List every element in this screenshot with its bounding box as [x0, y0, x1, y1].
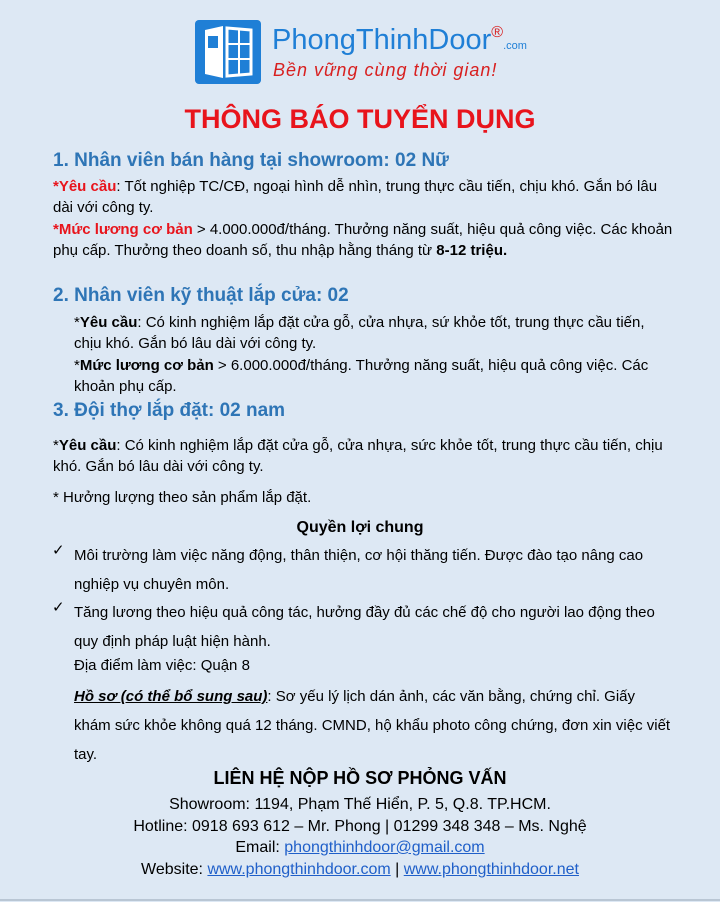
section3-requirement: *Yêu cầu: Có kinh nghiệm lắp đặt cửa gỗ, cửa nhựa, sức khỏe tốt, trung thực cầu tiến, chịu khó. Gắn bó lâu dài với công ty. [53, 437, 663, 475]
benefit-item: Tăng lương theo hiệu quả công tác, hưởng đầy đủ các chế độ cho người lao động theo quy định pháp luật hiện hành. [74, 604, 655, 650]
bottom-divider [0, 899, 720, 901]
section2-salary: *Mức lương cơ bản > 6.000.000đ/tháng. Thưởng năng suất, hiệu quả công việc. Các khoản phụ cấp. [74, 357, 649, 395]
application-documents: Hồ sơ (có thể bổ sung sau): Sơ yếu lý lịch dán ảnh, các văn bằng, chứng chỉ. Giấy khám sức khỏe không quá 12 tháng. CMND, hộ khẩu photo công chứng, đơn xin việc viết tay. [74, 688, 671, 763]
benefit-item: Môi trường làm việc năng động, thân thiện, cơ hội thăng tiến. Được đào tạo nâng cao nghiệp vụ chuyên môn. [74, 547, 644, 593]
brand-name: PhongThinhDoor®.com [272, 24, 527, 56]
showroom-address: Showroom: 1194, Phạm Thế Hiển, P. 5, Q.8. TP.HCM. [169, 796, 551, 813]
email-link[interactable]: phongthinhdoor@gmail.com [284, 839, 485, 856]
section2-requirement: *Yêu cầu: Có kinh nghiệm lắp đặt cửa gỗ, cửa nhựa, sứ khỏe tốt, trung thực cầu tiến, chịu khó. Gắn bó lâu dài với công ty. [74, 314, 645, 352]
brand-logo [195, 18, 535, 88]
check-icon: ✓ [52, 599, 65, 616]
section1-salary: *Mức lương cơ bản > 4.000.000đ/tháng. Thưởng năng suất, hiệu quả công việc. Các khoản phụ cấp. Thưởng theo doanh số, thu nhập hằng tháng từ 8-12 triệu. [53, 221, 673, 259]
notice-title: THÔNG BÁO TUYỂN DỤNG [184, 104, 536, 134]
registered-mark: ® [491, 24, 504, 41]
hotline: Hotline: 0918 693 612 – Mr. Phong | 01299 348 348 – Ms. Nghệ [133, 818, 587, 835]
check-icon: ✓ [52, 542, 65, 559]
section1-requirement: *Yêu cầu: Tốt nghiệp TC/CĐ, ngoại hình dễ nhìn, trung thực cầu tiến, chịu khó. Gắn bó lâu dài với công ty. [53, 178, 658, 216]
website-link-com[interactable]: www.phongthinhdoor.com [207, 861, 391, 878]
brand-domain: .com [503, 40, 527, 52]
brand-slogan: Bền vững cùng thời gian! [273, 60, 498, 80]
section3-heading: 3. Đội thợ lắp đặt: 02 nam [53, 400, 286, 421]
documents-label: Hồ sơ (có thể bổ sung sau) [74, 688, 268, 705]
website-line: Website: www.phongthinhdoor.com | www.phongthinhdoor.net [141, 861, 579, 878]
work-location: Địa điểm làm việc: Quận 8 [74, 657, 250, 674]
contact-heading: LIÊN HỆ NỘP HỒ SƠ PHỎNG VẤN [213, 768, 507, 788]
website-link-net[interactable]: www.phongthinhdoor.net [403, 861, 579, 878]
section1-heading: 1. Nhân viên bán hàng tại showroom: 02 Nữ [53, 150, 449, 171]
door-window-icon [195, 20, 261, 84]
section2-heading: 2. Nhân viên kỹ thuật lắp cửa: 02 [53, 285, 349, 306]
email-line: Email: phongthinhdoor@gmail.com [235, 839, 485, 856]
benefits-heading: Quyền lợi chung [296, 519, 424, 536]
section3-note: * Hưởng lượng theo sản phẩm lắp đặt. [53, 489, 312, 506]
